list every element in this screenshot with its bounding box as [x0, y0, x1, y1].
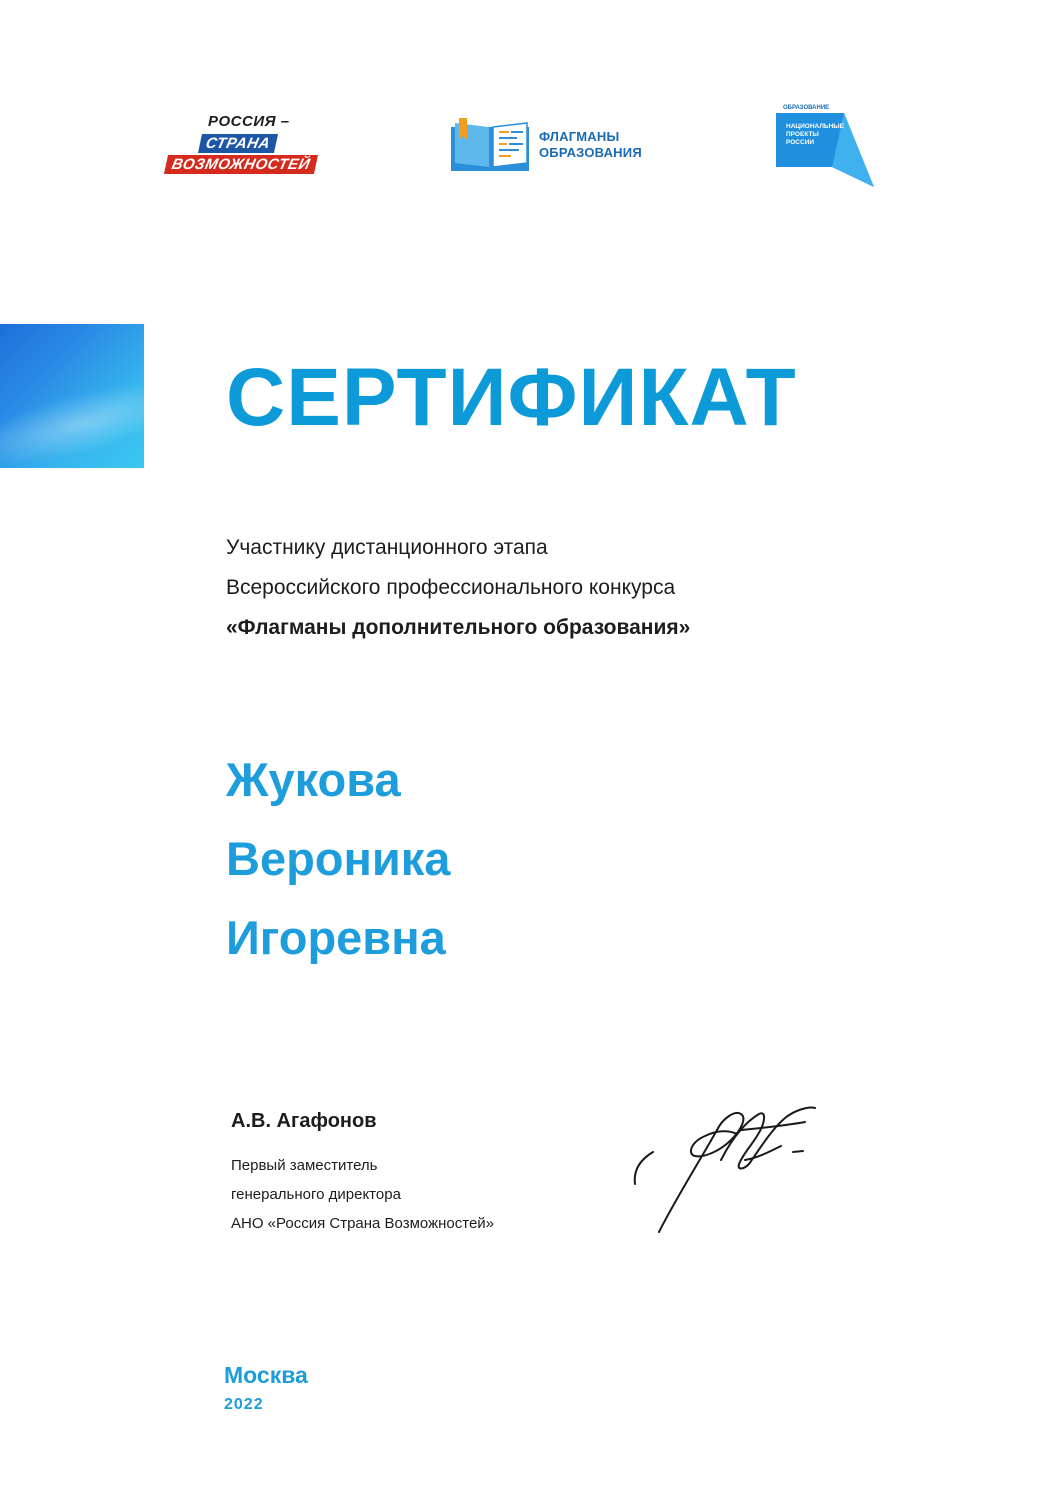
national-projects-logo-top: ОБРАЗОВАНИЕ [783, 105, 830, 111]
rsv-logo [166, 113, 332, 177]
national-projects-logo [772, 101, 876, 189]
certificate-title: СЕРТИФИКАТ [226, 352, 797, 443]
national-projects-logo-text [786, 123, 844, 147]
city: Москва [224, 1362, 308, 1388]
signature-icon [625, 1100, 825, 1235]
recipient-first-name: Вероника [226, 832, 451, 885]
year: 2022 [224, 1396, 264, 1413]
flagships-logo-line1: ФЛАГМАНЫ [539, 129, 620, 144]
recipient-surname: Жукова [226, 753, 401, 806]
lead-line-2: Всероссийского профессионального конкурса [226, 576, 676, 599]
contest-name: «Флагманы дополнительного образования» [226, 616, 691, 639]
recipient-patronymic: Игоревна [226, 911, 446, 964]
signatory-role-line3: АНО «Россия Страна Возможностей» [231, 1215, 495, 1232]
flagships-logo [449, 115, 669, 175]
signatory-role-line1: Первый заместитель [231, 1157, 378, 1174]
signatory-role-line2: генерального директора [231, 1186, 401, 1203]
rsv-logo-line3: ВОЗМОЖНОСТЕЙ [164, 155, 318, 174]
flagships-logo-line2: ОБРАЗОВАНИЯ [539, 145, 642, 160]
flagships-logo-text [539, 129, 642, 161]
rsv-logo-line1: РОССИЯ – [204, 113, 294, 130]
lead-line-1: Участнику дистанционного этапа [226, 536, 548, 559]
signatory-name: А.В. Агафонов [231, 1110, 377, 1132]
open-book-icon [449, 115, 533, 175]
national-projects-line3: РОССИИ [786, 139, 815, 146]
decorative-gradient-block [0, 324, 144, 468]
national-projects-line2: ПРОЕКТЫ [786, 131, 819, 138]
rsv-logo-line2: СТРАНА [198, 134, 278, 153]
national-projects-line1: НАЦИОНАЛЬНЫЕ [786, 123, 844, 130]
